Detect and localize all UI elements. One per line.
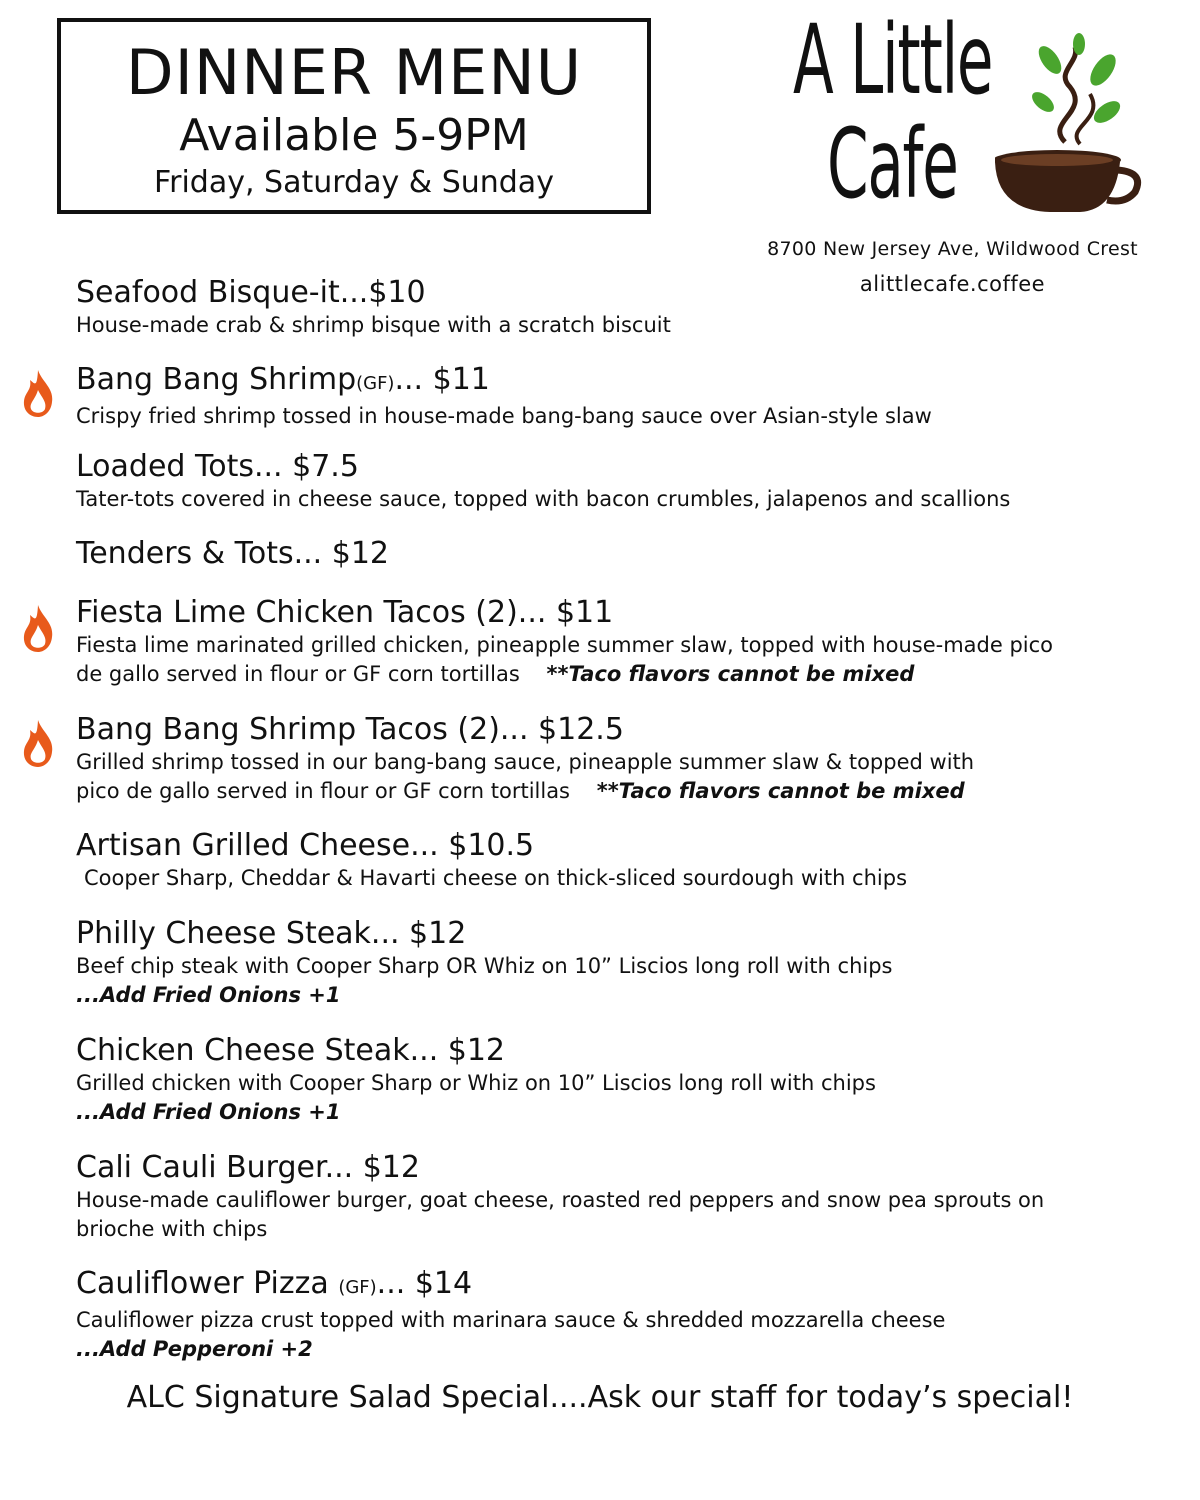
- item-description: pico de gallo served in flour or GF corn tortillas **Taco flavors cannot be mixed: [76, 779, 965, 803]
- flame-icon: [20, 718, 56, 768]
- item-title: Cauliflower Pizza (GF)... $14: [76, 1266, 473, 1301]
- menu-title: DINNER MENU: [125, 36, 583, 109]
- item-addon: ...Add Fried Onions +1: [76, 1100, 341, 1124]
- menu-item-bang-bang-shrimp-tacos: [76, 712, 1156, 806]
- item-description: Cauliflower pizza crust topped with marinara sauce & shredded mozzarella cheese: [76, 1308, 946, 1332]
- item-addon: ...Add Fried Onions +1: [76, 983, 341, 1007]
- item-description: Grilled shrimp tossed in our bang-bang sauce, pineapple summer slaw & topped with: [76, 750, 975, 774]
- cafe-logo: [785, 4, 1145, 232]
- item-description: Crispy fried shrimp tossed in house-made bang-bang sauce over Asian-style slaw: [76, 404, 932, 428]
- item-description: Fiesta lime marinated grilled chicken, pineapple summer slaw, topped with house-made pico: [76, 633, 1054, 657]
- menu-item-loaded-tots: [76, 449, 1156, 514]
- item-description: Tater-tots covered in cheese sauce, topped with bacon crumbles, jalapenos and scallions: [76, 487, 1011, 511]
- menu-item-artisan-grilled-cheese: [76, 828, 1156, 893]
- item-description: de gallo served in flour or GF corn tortillas **Taco flavors cannot be mixed: [76, 662, 915, 686]
- menu-item-bang-bang-shrimp: [76, 362, 1156, 431]
- cafe-address: 8700 New Jersey Ave, Wildwood Crest: [767, 238, 1138, 260]
- item-title: Fiesta Lime Chicken Tacos (2)... $11: [76, 595, 614, 630]
- item-description: House-made cauliflower burger, goat cheese, roasted red peppers and snow pea sprouts on: [76, 1188, 1045, 1212]
- item-title: Philly Cheese Steak... $12: [76, 916, 467, 951]
- flame-icon: [20, 368, 56, 418]
- menu-item-cauliflower-pizza: [76, 1266, 1156, 1364]
- item-description: brioche with chips: [76, 1217, 268, 1241]
- menu-item-tenders-tots: [76, 536, 1156, 572]
- availability-days: Friday, Saturday & Sunday: [154, 165, 554, 200]
- item-addon: ...Add Pepperoni +2: [76, 1337, 313, 1361]
- item-title: Seafood Bisque-it...$10: [76, 275, 426, 310]
- taco-note: **Taco flavors cannot be mixed: [546, 662, 915, 686]
- item-title: Chicken Cheese Steak... $12: [76, 1033, 506, 1068]
- item-description: House-made crab & shrimp bisque with a scratch biscuit: [76, 313, 671, 337]
- item-title: Cali Cauli Burger... $12: [76, 1150, 420, 1185]
- item-description: Beef chip steak with Cooper Sharp OR Whiz on 10” Liscios long roll with chips: [76, 954, 893, 978]
- item-title: Tenders & Tots... $12: [76, 536, 390, 571]
- coffee-cup-with-leaves-icon: [995, 32, 1145, 212]
- item-title: Bang Bang Shrimp(GF)... $11: [76, 362, 490, 397]
- menu-item-chicken-cheese-steak: [76, 1033, 1156, 1127]
- cafe-website[interactable]: alittlecafe.coffee: [859, 272, 1046, 296]
- item-description: Cooper Sharp, Cheddar & Havarti cheese on thick-sliced sourdough with chips: [84, 866, 908, 890]
- item-title: Artisan Grilled Cheese... $10.5: [76, 828, 535, 863]
- salad-special-banner: ALC Signature Salad Special....Ask our staff for today’s special!: [126, 1380, 1074, 1415]
- flame-icon: [20, 603, 56, 653]
- menu-item-fiesta-lime-tacos: [76, 595, 1156, 689]
- gluten-free-tag: (GF): [356, 373, 395, 394]
- gluten-free-tag: (GF): [338, 1277, 377, 1298]
- menu-item-cali-cauli-burger: [76, 1150, 1156, 1244]
- logo-text-line2: Cafe: [827, 108, 958, 220]
- menu-header-box: [57, 18, 651, 214]
- menu-item-philly-cheese-steak: [76, 916, 1156, 1010]
- menu-item-seafood-bisque: [76, 275, 1156, 340]
- item-title: Bang Bang Shrimp Tacos (2)... $12.5: [76, 712, 624, 747]
- item-description: Grilled chicken with Cooper Sharp or Whiz on 10” Liscios long roll with chips: [76, 1071, 876, 1095]
- availability-hours: Available 5-9PM: [179, 110, 529, 161]
- logo-text-line1: A Little: [793, 4, 993, 116]
- item-title: Loaded Tots... $7.5: [76, 449, 359, 484]
- taco-note: **Taco flavors cannot be mixed: [596, 779, 965, 803]
